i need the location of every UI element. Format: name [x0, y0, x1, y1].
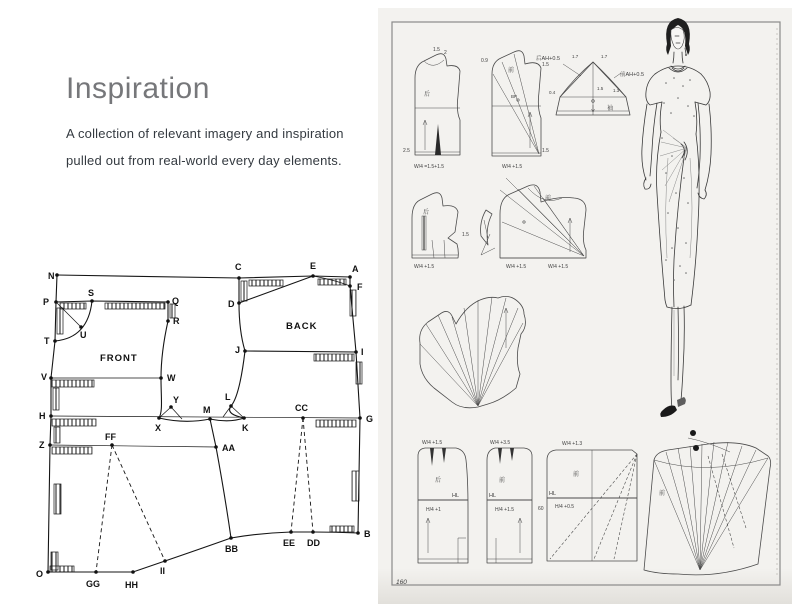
draft-point-dot — [49, 376, 53, 380]
pattern-annotation: 袖 — [607, 106, 614, 112]
draft-point-label: U — [80, 330, 87, 340]
pattern-annotation: 2 — [444, 50, 447, 56]
draft-point-label: R — [173, 316, 180, 326]
draft-point-label: L — [225, 392, 231, 402]
draft-point-dot — [229, 536, 233, 540]
draft-point-label: E — [310, 261, 317, 271]
pattern-book-page — [378, 8, 792, 604]
figure-head — [666, 18, 690, 63]
draft-point-dot — [243, 349, 247, 353]
pattern-annotation: 1.3 — [613, 88, 620, 93]
draft-point-dot — [242, 416, 246, 420]
front-draped-pattern — [500, 178, 586, 258]
pattern-annotation: 前 — [573, 472, 580, 478]
pattern-annotation: 前 — [508, 68, 515, 74]
skirt-front-pattern — [487, 448, 532, 563]
page-number: 160 — [396, 579, 407, 586]
pattern-draft-figure — [30, 252, 382, 600]
pattern-annotation: H/4 +1 — [426, 507, 441, 513]
draft-point-label: F — [357, 282, 363, 292]
draft-point-dot — [356, 531, 360, 535]
dress-dot — [665, 82, 667, 84]
draft-point-dot — [53, 339, 57, 343]
draft-point-dot — [229, 404, 233, 408]
draft-point-label: W — [167, 373, 176, 383]
draft-point-label: P — [43, 297, 50, 307]
figure-shoe-right — [677, 397, 686, 407]
pattern-annotation: 1.5 — [542, 62, 549, 68]
pattern-annotation: 前 — [659, 491, 666, 497]
pattern-annotation: HL — [549, 491, 557, 497]
dress-dot — [675, 192, 677, 194]
draft-point-label: K — [242, 423, 249, 433]
draft-point-label: Y — [173, 395, 180, 405]
pattern-annotation: W/4 +1.5 — [506, 264, 527, 270]
dress-dot — [685, 272, 687, 274]
draft-point-dot — [348, 275, 352, 279]
draft-point-dot — [110, 443, 114, 447]
draft-point-label: M — [203, 405, 211, 415]
pattern-annotation: BP — [511, 94, 518, 99]
dress-dot — [665, 259, 667, 261]
pattern-annotation: 后 — [424, 92, 431, 98]
spread-slashed-pattern — [420, 296, 526, 407]
pattern-annotation: 1.7 — [572, 54, 579, 59]
front-region-label: FRONT — [100, 353, 138, 364]
draft-point-label: C — [235, 262, 242, 272]
draft-point-dot — [79, 325, 83, 329]
draft-point-label: A — [352, 264, 359, 274]
draft-point-label: BB — [225, 544, 238, 554]
back-block-pattern — [412, 193, 458, 258]
dress-dot — [673, 279, 675, 281]
dress-dot — [677, 97, 679, 99]
dress-dot — [671, 247, 673, 249]
dress-dot — [671, 155, 673, 157]
draft-point-label: D — [228, 299, 235, 309]
dress-dot — [687, 202, 689, 204]
skirt-back-pattern — [418, 448, 468, 563]
draft-point-label: CC — [295, 403, 308, 413]
draft-point-label: II — [160, 566, 166, 576]
pattern-annotation: W/4 +3.5 — [490, 440, 511, 446]
pattern-annotation: W/4 +1.5 — [414, 264, 435, 270]
dress-dot — [670, 112, 672, 114]
draft-point-label: HH — [125, 580, 138, 590]
draft-point-label: Z — [39, 440, 45, 450]
skirt-draped-pattern — [644, 430, 771, 575]
pattern-annotation: 前AH+0.5 — [620, 72, 644, 78]
header-block — [66, 72, 366, 174]
slash-wing-piece — [481, 210, 495, 255]
page-annotations — [403, 47, 665, 513]
bodice-front-pattern — [492, 51, 541, 156]
draft-point-label: EE — [283, 538, 296, 548]
fashion-figure — [642, 18, 711, 417]
dress-dot — [673, 77, 675, 79]
page-description — [66, 120, 366, 174]
draft-point-dot — [166, 300, 170, 304]
draft-point-dot — [208, 417, 212, 421]
draft-point-dot — [301, 416, 305, 420]
page-title: Inspiration — [66, 72, 210, 105]
draft-point-label: N — [48, 271, 55, 281]
draft-point-dot — [54, 300, 58, 304]
draft-point-dot — [163, 559, 167, 563]
dress-dot — [693, 115, 695, 117]
dress-dot — [663, 102, 665, 104]
draft-point-dot — [94, 570, 98, 574]
draft-point-label: V — [41, 372, 48, 382]
description-line-1: A collection of relevant imagery and inspiration — [66, 126, 344, 141]
figure-legs — [660, 306, 685, 417]
pattern-annotation: 1.5 — [433, 47, 440, 53]
pattern-annotation: W/4 =1.5+1.5 — [414, 164, 445, 170]
draft-point-dot — [48, 443, 52, 447]
draft-point-label: T — [44, 336, 50, 346]
draft-point-dot — [311, 530, 315, 534]
dress-dot — [687, 105, 689, 107]
draft-point-dot — [214, 445, 218, 449]
pattern-annotation: H/4 +0.5 — [555, 504, 575, 510]
dress-dot — [661, 137, 663, 139]
bodice-back-pattern — [415, 54, 460, 155]
pattern-annotation: HL — [489, 493, 497, 499]
pattern-annotation: 后AH+0.5 — [536, 56, 560, 62]
dress-dot — [677, 227, 679, 229]
pattern-annotation: 60 — [538, 506, 544, 512]
draft-point-label: J — [235, 345, 241, 355]
draft-point-label: FF — [105, 432, 116, 442]
draft-point-label: GG — [86, 579, 101, 589]
dress-dot — [667, 212, 669, 214]
draft-point-dot — [159, 376, 163, 380]
pattern-book-svg — [378, 8, 792, 604]
pattern-draft-svg — [30, 252, 382, 600]
pattern-annotation: 2.5 — [403, 148, 410, 154]
draft-point-dot — [348, 284, 352, 288]
pattern-annotation: 1.5 — [462, 232, 469, 238]
draft-point-dot — [90, 299, 94, 303]
pattern-annotation: 0.4 — [549, 90, 556, 95]
draft-point-dot — [358, 416, 362, 420]
draft-point-dot — [237, 301, 241, 305]
draft-point-label: S — [88, 288, 95, 298]
dress-dots — [661, 77, 695, 281]
pattern-annotation: H/4 +1.5 — [495, 507, 515, 513]
pattern-annotation: 1.5 — [542, 148, 549, 154]
pattern-annotation: W/4 +1.3 — [562, 441, 583, 447]
draft-point-label: H — [39, 411, 46, 421]
draft-point-dot — [49, 414, 53, 418]
pattern-annotation: 前 — [499, 478, 506, 484]
pattern-annotation: 0.9 — [481, 58, 488, 64]
draft-point-dot — [237, 276, 241, 280]
pattern-annotation: 1.7 — [601, 54, 608, 59]
pattern-annotation: HL — [452, 493, 460, 499]
dress-dot — [689, 79, 691, 81]
pattern-annotation: 后 — [435, 478, 442, 484]
dress-dot — [685, 242, 687, 244]
pattern-annotation: 后 — [423, 210, 430, 216]
pattern-annotation: W/4 +1.5 — [548, 264, 569, 270]
draft-point-dot — [46, 570, 50, 574]
figure-shoe-left — [660, 406, 677, 418]
dress-dot — [682, 85, 684, 87]
draft-point-dot — [166, 319, 170, 323]
dress-dot — [665, 172, 667, 174]
draft-point-label: B — [364, 529, 371, 539]
draft-point-dot — [131, 570, 135, 574]
draft-point-label: DD — [307, 538, 320, 548]
draft-point-dot — [169, 405, 173, 409]
dress-dot — [679, 265, 681, 267]
pattern-annotation: 前 — [545, 196, 552, 202]
figure-dress — [646, 66, 710, 309]
draft-point-label: Q — [172, 296, 180, 306]
draft-point-label: X — [155, 423, 162, 433]
draft-point-dot — [55, 273, 59, 277]
pattern-annotation: W/4 +1.5 — [502, 164, 523, 170]
draft-point-dot — [354, 350, 358, 354]
draft-point-label: O — [36, 569, 44, 579]
draft-point-dot — [289, 530, 293, 534]
pattern-annotation: W/4 +1.5 — [422, 440, 443, 446]
draft-point-label: AA — [222, 443, 235, 453]
draft-point-label: I — [361, 347, 364, 357]
draft-point-label: G — [366, 414, 374, 424]
dress-dot — [683, 177, 685, 179]
draft-point-dot — [157, 416, 161, 420]
draft-point-dot — [311, 274, 315, 278]
pattern-annotation: 1.5 — [597, 86, 604, 91]
back-region-label: BACK — [286, 321, 318, 332]
description-line-2: pulled out from real-world every day elements. — [66, 153, 342, 168]
